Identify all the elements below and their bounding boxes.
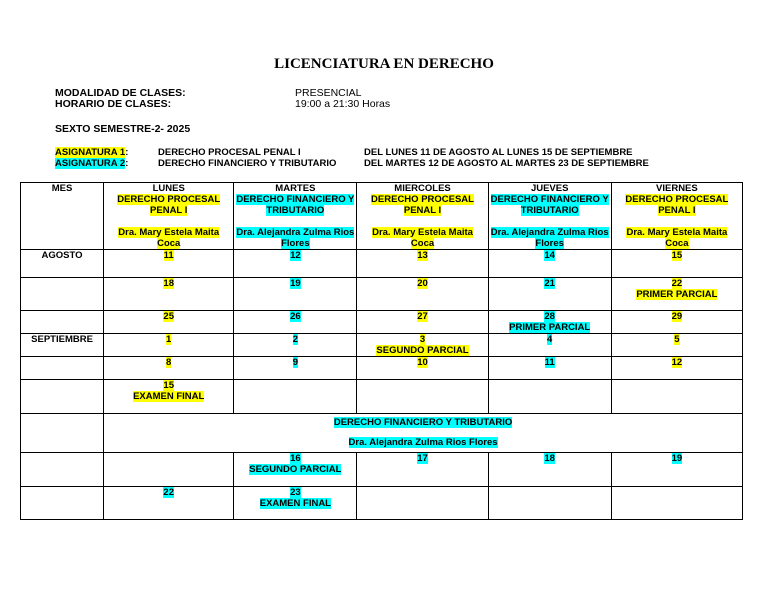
horario-value: 19:00 a 21:30 Horas: [295, 98, 391, 110]
day-cell: 5: [611, 334, 742, 357]
week-row: [21, 311, 743, 334]
day-cell: 17: [357, 453, 488, 487]
day-cell: 15: [611, 250, 742, 278]
month-agosto: AGOSTO: [21, 250, 104, 278]
week-row: [21, 278, 743, 311]
header-martes: MARTES DERECHO FINANCIERO Y TRIBUTARIO Dra. Alejandra Zulma Rios Flores: [234, 183, 357, 250]
asignatura-1-label: ASIGNATURA 1:: [55, 147, 129, 158]
header-miercoles: MIERCOLES DERECHO PROCESAL PENAL I Dra. Mary Estela Maita Coca: [357, 183, 488, 250]
header-jueves: JUEVES DERECHO FINANCIERO Y TRIBUTARIO Dra. Alejandra Zulma Rios Flores: [488, 183, 611, 250]
day-cell: 12: [234, 250, 357, 278]
day-cell: 8: [104, 357, 234, 380]
month-septiembre: SEPTIEMBRE: [21, 334, 104, 357]
month-empty: [21, 311, 104, 334]
day-cell: [357, 380, 488, 414]
day-cell: [611, 380, 742, 414]
day-cell: 18: [488, 453, 611, 487]
day-cell: 27: [357, 311, 488, 334]
header-viernes: VIERNES DERECHO PROCESAL PENAL I Dra. Mary Estela Maita Coca: [611, 183, 742, 250]
day-cell: [488, 487, 611, 520]
week-row: [21, 453, 743, 487]
asignatura-1-dates: DEL LUNES 11 DE AGOSTO AL LUNES 15 DE SEPTIEMBRE: [364, 147, 633, 158]
week-row: [21, 250, 743, 278]
month-empty: [21, 487, 104, 520]
exam-label: EXAMEN FINAL: [133, 391, 205, 402]
header-lunes: LUNES DERECHO PROCESAL PENAL I Dra. Mary Estela Maita Coca: [104, 183, 234, 250]
day-cell: 11: [488, 357, 611, 380]
day-cell: 15 EXAMEN FINAL: [104, 380, 234, 414]
day-cell: 23 EXAMEN FINAL: [234, 487, 357, 520]
modalidad-value: PRESENCIAL: [295, 87, 362, 99]
month-empty: [21, 357, 104, 380]
day-cell: [488, 380, 611, 414]
exam-label: SEGUNDO PARCIAL: [376, 345, 469, 356]
week-row: [21, 487, 743, 520]
day-cell: 25: [104, 311, 234, 334]
day-cell: 29: [611, 311, 742, 334]
day-cell: [234, 380, 357, 414]
day-cell: 16 SEGUNDO PARCIAL: [234, 453, 357, 487]
exam-label: EXAMEN FINAL: [259, 498, 331, 509]
horario-label: HORARIO DE CLASES:: [55, 98, 172, 110]
day-cell: 18: [104, 278, 234, 311]
asignatura-2-dates: DEL MARTES 12 DE AGOSTO AL MARTES 23 DE SEPTIEMBRE: [364, 158, 649, 169]
day-cell: 2: [234, 334, 357, 357]
asignatura-2-name: DERECHO FINANCIERO Y TRIBUTARIO: [158, 158, 337, 169]
exam-label: SEGUNDO PARCIAL: [249, 464, 342, 475]
day-cell: 9: [234, 357, 357, 380]
asignatura-1-name: DERECHO PROCESAL PENAL I: [158, 147, 301, 158]
day-cell: 20: [357, 278, 488, 311]
week-row: [21, 380, 743, 414]
day-cell: [357, 487, 488, 520]
day-cell: 13: [357, 250, 488, 278]
month-empty: [21, 278, 104, 311]
day-cell: 4: [488, 334, 611, 357]
page-title: LICENCIATURA EN DERECHO: [274, 56, 494, 72]
banner-row: [21, 414, 743, 453]
day-cell: [104, 453, 234, 487]
schedule-table: [20, 182, 743, 520]
header-mes: MES: [21, 183, 104, 250]
day-cell: 10: [357, 357, 488, 380]
day-cell: 22: [104, 487, 234, 520]
day-cell: 28 PRIMER PARCIAL: [488, 311, 611, 334]
modalidad-label: MODALIDAD DE CLASES:: [55, 87, 186, 99]
subject-banner: DERECHO FINANCIERO Y TRIBUTARIO Dra. Alejandra Zulma Rios Flores: [104, 414, 743, 453]
day-cell: 19: [234, 278, 357, 311]
day-cell: 26: [234, 311, 357, 334]
month-empty: [21, 380, 104, 414]
week-row: [21, 357, 743, 380]
day-cell: 11: [104, 250, 234, 278]
header-row: [21, 183, 743, 250]
month-empty: [21, 453, 104, 487]
exam-label: PRIMER PARCIAL: [636, 289, 718, 300]
day-cell: 3 SEGUNDO PARCIAL: [357, 334, 488, 357]
day-cell: 22 PRIMER PARCIAL: [611, 278, 742, 311]
day-cell: 19: [611, 453, 742, 487]
asignatura-2-label: ASIGNATURA 2:: [55, 158, 129, 169]
day-cell: 1: [104, 334, 234, 357]
week-row: [21, 334, 743, 357]
month-empty: [21, 414, 104, 453]
day-cell: 21: [488, 278, 611, 311]
exam-label: PRIMER PARCIAL: [509, 322, 591, 333]
day-cell: 12: [611, 357, 742, 380]
day-cell: 14: [488, 250, 611, 278]
day-cell: [611, 487, 742, 520]
semestre-label: SEXTO SEMESTRE-2- 2025: [55, 123, 191, 135]
